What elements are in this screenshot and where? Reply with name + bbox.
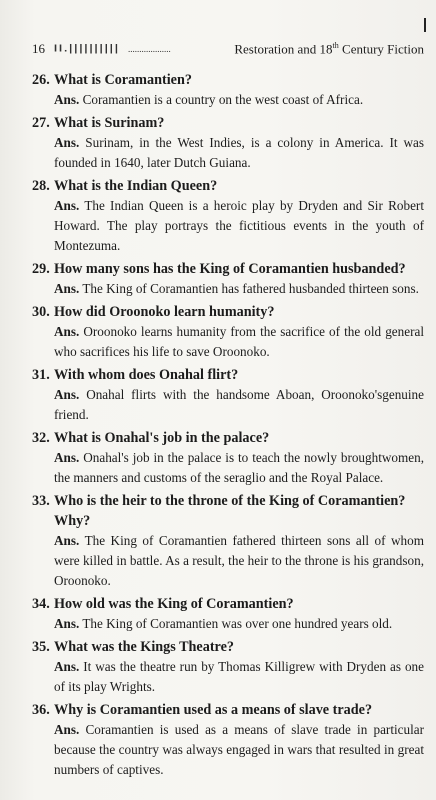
question xyxy=(32,428,424,448)
qa-item xyxy=(32,70,424,110)
answer-text: The King of Coramantien was over one hundred years old. xyxy=(82,616,393,631)
answer-text: Onahal flirts with the handsome Aboan, Oroonoko'sgenuine friend. xyxy=(54,387,424,422)
running-title: Restoration and 18th Century Fiction xyxy=(234,40,424,57)
answer-label: Ans. xyxy=(54,92,80,107)
question-text: What is Surinam? xyxy=(54,115,165,131)
qa-item xyxy=(32,113,424,173)
qa-item xyxy=(32,259,424,299)
answer-text: It was the theatre run by Thomas Killigrew with Dryden as one of its play Wrights. xyxy=(54,659,425,694)
question xyxy=(32,700,424,720)
answer-text: Surinam, in the West Indies, is a colony in America. It was founded in 1640, later Dutch Guiana. xyxy=(54,135,425,170)
answer xyxy=(32,720,424,780)
answer-text: The Indian Queen is a heroic play by Dryden and Sir Robert Howard. The play portrays the fictitious events in the youth of Montezuma. xyxy=(54,198,424,253)
answer-text: Coramantien is a country on the west coast of Africa. xyxy=(82,92,364,107)
question-text: Why is Coramantien used as a means of slave trade? xyxy=(54,702,373,718)
question-number: 32. xyxy=(32,430,50,446)
answer-label: Ans. xyxy=(54,450,80,465)
qa-item xyxy=(32,700,424,780)
answer-label: Ans. xyxy=(54,324,80,339)
answer-label: Ans. xyxy=(54,722,80,737)
question xyxy=(32,302,424,322)
question-number: 31. xyxy=(32,367,50,383)
question-text: What is Onahal's job in the palace? xyxy=(54,430,270,446)
answer-label: Ans. xyxy=(54,281,80,296)
question-text: With whom does Onahal flirt? xyxy=(54,367,239,383)
answer-text: Oroonoko learns humanity from the sacrifice of the old general who sacrifices his life to save Oroonoko. xyxy=(54,324,424,359)
answer-label: Ans. xyxy=(54,198,80,213)
answer-label: Ans. xyxy=(54,659,80,674)
qa-item xyxy=(32,302,424,362)
page-number: 16 xyxy=(32,41,45,56)
question-number: 35. xyxy=(32,639,50,655)
question-text: What was the Kings Theatre? xyxy=(54,639,234,655)
question-number: 34. xyxy=(32,596,50,612)
answer xyxy=(32,614,424,634)
question-number: 28. xyxy=(32,178,50,194)
answer xyxy=(32,531,424,591)
answer xyxy=(32,279,424,299)
qa-item xyxy=(32,594,424,634)
question xyxy=(32,594,424,614)
answer xyxy=(32,133,424,173)
question xyxy=(32,365,424,385)
question xyxy=(32,176,424,196)
qa-item xyxy=(32,637,424,697)
qa-item xyxy=(32,491,424,591)
answer-text: The King of Coramantien has fathered husbanded thirteen sons. xyxy=(82,281,419,296)
question-text: What is Coramantien? xyxy=(54,72,192,88)
edge-mark xyxy=(424,18,426,32)
answer xyxy=(32,448,424,488)
answer xyxy=(32,322,424,362)
publisher-logo: II.|||||||||| xyxy=(54,43,120,55)
answer-label: Ans. xyxy=(54,533,80,548)
qa-item xyxy=(32,428,424,488)
qa-item xyxy=(32,176,424,256)
question-text: How old was the King of Coramantien? xyxy=(54,596,294,612)
question xyxy=(32,491,424,531)
question-text: Who is the heir to the throne of the King of Coramantien? Why? xyxy=(54,493,406,529)
question xyxy=(32,259,424,279)
answer-label: Ans. xyxy=(54,135,80,150)
question-number: 27. xyxy=(32,115,50,131)
question xyxy=(32,70,424,90)
answer xyxy=(32,90,424,110)
question-number: 30. xyxy=(32,304,50,320)
answer-label: Ans. xyxy=(54,387,80,402)
answer xyxy=(32,657,424,697)
answer-text: The King of Coramantien fathered thirteen sons all of whom were killed in battle. As a result, the heir to the throne is his grandson, Oroonoko. xyxy=(54,533,424,588)
answer xyxy=(32,385,424,425)
question xyxy=(32,113,424,133)
question-number: 33. xyxy=(32,493,50,509)
question-text: How did Oroonoko learn humanity? xyxy=(54,304,275,320)
qa-list xyxy=(32,70,424,783)
header-dots: ................... xyxy=(127,44,171,54)
answer-text: Onahal's job in the palace is to teach the nowly broughtwomen, the manners and customs of the seraglio and the Royal Palace. xyxy=(54,450,424,485)
question-text: How many sons has the King of Coramantien husbanded? xyxy=(54,261,406,277)
question-number: 29. xyxy=(32,261,50,277)
answer-text: Coramantien is used as a means of slave trade in particular because the country was always engaged in wars that resulted in great numbers of captives. xyxy=(54,722,425,777)
question xyxy=(32,637,424,657)
question-number: 26. xyxy=(32,72,50,88)
answer xyxy=(32,196,424,256)
answer-label: Ans. xyxy=(54,616,80,631)
page-header xyxy=(32,40,424,58)
question-number: 36. xyxy=(32,702,50,718)
qa-item xyxy=(32,365,424,425)
question-text: What is the Indian Queen? xyxy=(54,178,218,194)
